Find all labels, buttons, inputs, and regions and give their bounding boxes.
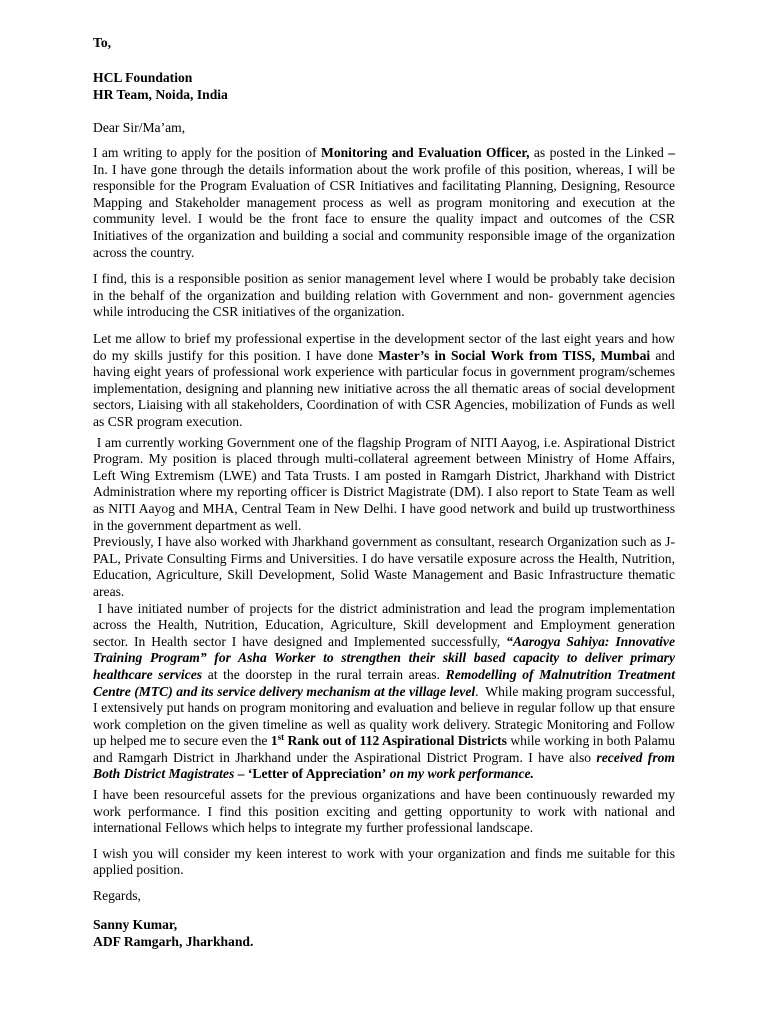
paragraph-position: I find, this is a responsible position as senior management level where I would be probably take decision in the behalf of the organization and building relation with Government and non- government agencies while introducing the CSR initiatives of the organization. (93, 271, 675, 320)
paragraph-expertise: Let me allow to brief my professional expertise in the development sector of the last eight years and how do my skills justify for this position. I have done Master’s in Social Work from TISS, Mumbai and having eight years of professional work experience with particular focus in government program/schemes implementation, designing and planning new initiative across the all thematic areas of social development sectors, Liaising with all stakeholders, Coordination of with CSR Agencies, mobilization of Funds as well as CSR program execution. (93, 331, 675, 429)
recipient-organization: HCL Foundation (93, 69, 193, 85)
salutation-to: To, (93, 35, 112, 50)
paragraph-intro: I am writing to apply for the position of Monitoring and Evaluation Officer, as posted in the Linked – In. I have gone through the details information about the work profile of this position, whereas, I will be responsible for the Program Evaluation of CSR Initiatives and facilitating Planning, Designing, Resource Mapping and Stakeholder management process as well as program monitoring and execution at the community level. I would be the front face to ensure the quality impact and outcomes of the CSR Initiatives of the organization and building a social and community responsible image of the organization across the country. (93, 145, 675, 260)
signature-title: ADF Ramgarh, Jharkhand. (93, 934, 254, 950)
signature-name: Sanny Kumar, (93, 916, 178, 932)
paragraph-projects: I have initiated number of projects for the district administration and lead the program implementation across the Health, Nutrition, Education, Agriculture, Skill development and Employment generation sector. In Health sector I have designed and Implemented successfully, “Aarogya Sahiya: Innovative Training Program” for Asha Worker to strengthen their skill based capacity to deliver primary healthcare services at the doorstep in the rural terrain areas. Remodelling of Malnutrition Treatment Centre (MTC) and its service delivery mechanism at the village level. While making program successful, I extensively put hands on program monitoring and evaluation and believe in regular follow up that ensure work completion on the given timeline as well as quality work delivery. Strategic Monitoring and Follow up helped me to secure even the 1st Rank out of 112 Aspirational Districts while working in both Palamu and Ramgarh District in Jharkhand under the Aspirational District Program. I have also received from Both District Magistrates – ‘Letter of Appreciation’ on my work performance. (93, 600, 679, 782)
recipient-department: HR Team, Noida, India (93, 87, 228, 102)
greeting: Dear Sir/Ma’am, (93, 119, 186, 135)
closing-regards: Regards, (93, 888, 141, 904)
paragraph-current-role: I am currently working Government one of the flagship Program of NITI Aayog, i.e. Aspirational District Program. My position is placed through multi-collateral agreement between Ministry of Home Affairs, Left Wing Extremism (LWE) and Tata Trusts. I am posted in Ramgarh District, Jharkhand with District Administration where my reporting officer is District Magistrate (DM). I also report to State Team as well as NITI Aayog and MHA, Central Team in New Delhi. I have good network and build up trustworthiness in the government department as well. (93, 434, 679, 533)
paragraph-previous-work: Previously, I have also worked with Jharkhand government as consultant, research Organization such as J- PAL, Private Consulting Firms and Universities. I do have versatile exposure across the Health, Nutrition, Education, Agriculture, Skill Development, Solid Waste Management and Basic Infrastructure thematic areas. (93, 534, 675, 599)
paragraph-closing-request: I wish you will consider my keen interest to work with your organization and finds me suitable for this applied position. (93, 845, 675, 878)
paragraph-resourceful: I have been resourceful assets for the previous organizations and have been continuously rewarded my work performance. I find this position exciting and getting opportunity to work with national and international Fellows which helps to integrate my further professional landscape. (93, 787, 675, 836)
